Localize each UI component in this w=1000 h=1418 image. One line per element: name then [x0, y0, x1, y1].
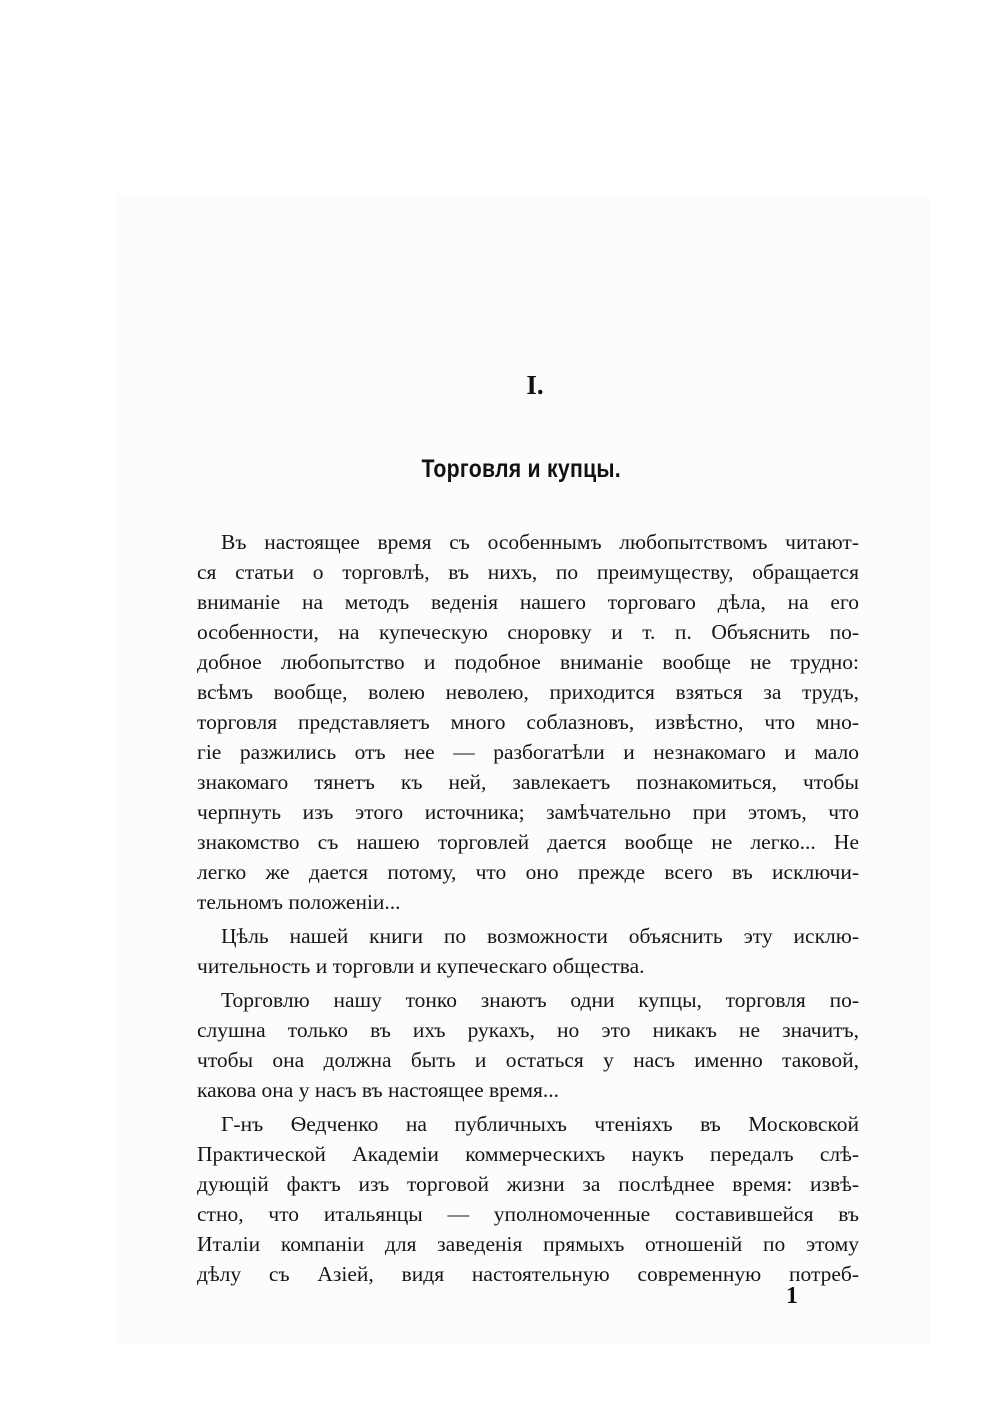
text-line: гіе разжились отъ нее — разбогатѣли и незнакомаго и мало: [197, 740, 859, 764]
text-line: Цѣль нашей книги по возможности объяснить эту исклю-: [221, 924, 859, 948]
text-line: Практической Академіи коммерческихъ наукъ передалъ слѣ-: [197, 1142, 859, 1166]
chapter-number: I.: [526, 370, 544, 400]
text-line: торговля представляетъ много соблазновъ, извѣстно, что мно-: [197, 710, 859, 734]
text-line: тельномъ положеніи...: [197, 890, 401, 914]
text-line: знакомство съ нашею торговлей дается вообще не легко... Не: [197, 830, 859, 854]
text-line: черпнуть изъ этого источника; замѣчательно при этомъ, что: [197, 800, 859, 824]
text-line: дующій фактъ изъ торговой жизни за послѣднее время: извѣ-: [197, 1172, 859, 1196]
text-line: знакомаго тянетъ къ ней, завлекаетъ познакомиться, чтобы: [197, 770, 859, 794]
paragraph-2: [197, 921, 859, 981]
text-line: ся статьи о торговлѣ, въ нихъ, по преимуществу, обращается: [197, 560, 859, 584]
paragraph-3: [197, 985, 859, 1105]
text-line: Г-нъ Ѳедченко на публичныхъ чтеніяхъ въ Московской: [221, 1112, 859, 1136]
page-number: 1: [786, 1283, 798, 1309]
text-line: Торговлю нашу тонко знаютъ одни купцы, торговля по-: [221, 988, 859, 1012]
paragraph-1: [197, 527, 859, 917]
text-line: дѣлу съ Азіей, видя настоятельную современную потреб-: [197, 1262, 859, 1286]
text-line: Италіи компаніи для заведенія прямыхъ отношеній по этому: [197, 1232, 859, 1256]
chapter-title: Торговля и купцы.: [421, 455, 621, 483]
text-line: всѣмъ вообще, волею неволею, приходится взяться за трудъ,: [197, 680, 859, 704]
text-line: Въ настоящее время съ особеннымъ любопытствомъ читают-: [221, 530, 859, 554]
paragraph-4: [197, 1109, 859, 1289]
text-line: особенности, на купеческую сноровку и т. п. Объяснить по-: [197, 620, 859, 644]
text-line: слушна только въ ихъ рукахъ, но это никакъ не значитъ,: [197, 1018, 859, 1042]
text-line: какова она у насъ въ настоящее время...: [197, 1078, 560, 1102]
text-line: чтобы она должна быть и остаться у насъ именно таковой,: [197, 1048, 859, 1072]
body-text: [197, 527, 859, 1289]
text-line: легко же дается потому, что оно прежде всего въ исключи-: [197, 860, 859, 884]
text-line: добное любопытство и подобное вниманіе вообще не трудно:: [197, 650, 859, 674]
text-line: вниманіе на методъ веденія нашего торговаго дѣла, на его: [197, 590, 859, 614]
text-line: стно, что итальянцы — уполномоченные составившейся въ: [197, 1202, 859, 1226]
text-line: чительность и торговли и купеческаго общества.: [197, 954, 645, 978]
